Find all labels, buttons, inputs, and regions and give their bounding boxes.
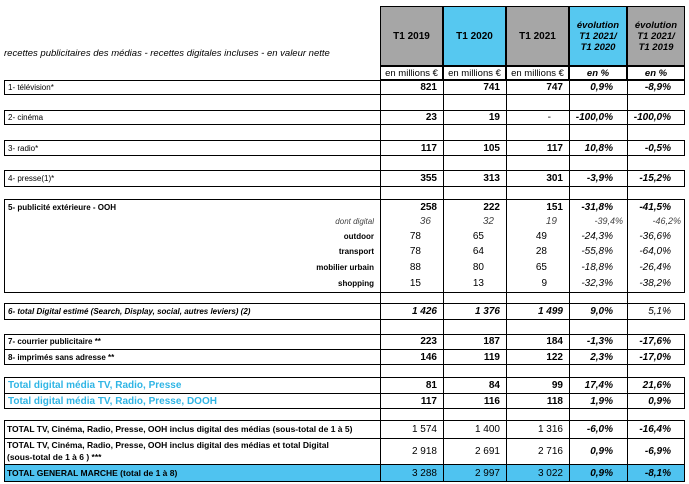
header-caption: recettes publicitaires des médias - recettes digitales incluses - en valeur nette (4, 47, 330, 59)
cell-t1-2021: 9 (541, 278, 547, 289)
cell-evol-2019: -41,5% (639, 201, 671, 213)
cell-t1-2019: 2 918 (411, 445, 437, 457)
col-header-t1-2021: T1 2021 (506, 6, 569, 66)
cell-evol-2019: -6,9% (644, 445, 671, 457)
cell-t1-2021: 301 (546, 173, 563, 184)
cell-t1-2021: 747 (546, 82, 563, 93)
cell-t1-2019: 146 (420, 351, 437, 363)
cell-t1-2019: 117 (420, 395, 437, 407)
cell-evol-2020: 10,8% (584, 142, 613, 154)
cell-t1-2021: 117 (546, 142, 563, 154)
cell-evol-2019: -36,6% (639, 231, 671, 242)
unit-t1-2019: en millions € (380, 66, 443, 80)
cell-t1-2021: 2 716 (537, 445, 563, 457)
cell-t1-2020: 187 (483, 336, 500, 347)
cell-evol-2019: -38,2% (639, 278, 671, 289)
cell-t1-2020: 84 (488, 379, 500, 391)
cell-evol-2020: -1,3% (586, 336, 613, 347)
cell-evol-2019: -17,6% (639, 336, 671, 347)
row-label: Total digital média TV, Radio, Presse (8, 379, 182, 391)
row-label: 3- radio* (8, 143, 39, 153)
cell-evol-2020: -39,4% (594, 216, 623, 226)
cell-evol-2020: -6,0% (586, 423, 613, 435)
cell-evol-2019: -16,4% (639, 423, 671, 435)
cell-evol-2020: -55,8% (581, 246, 613, 257)
cell-evol-2019: -8,1% (644, 467, 671, 479)
cell-evol-2019: 5,1% (648, 306, 671, 317)
cell-t1-2020: 80 (472, 262, 484, 273)
cell-t1-2020: 32 (482, 215, 494, 227)
cell-t1-2020: 119 (483, 351, 500, 363)
cell-t1-2020: 19 (488, 112, 500, 123)
cell-evol-2020: -3,9% (586, 173, 613, 184)
cell-evol-2019: -0,5% (644, 142, 671, 154)
cell-evol-2019: -8,9% (644, 82, 671, 93)
cell-t1-2019: 1 426 (411, 306, 437, 317)
row-label: 5- publicité extérieure - OOH (8, 202, 117, 212)
col-header-evol-2020: évolution T1 2021/ T1 2020 (569, 6, 627, 66)
cell-evol-2020: 1,9% (590, 395, 613, 407)
cell-t1-2019: 223 (420, 336, 437, 347)
col-header-evol-2019: évolution T1 2021/ T1 2019 (627, 6, 685, 66)
cell-t1-2020: 741 (483, 82, 500, 93)
cell-evol-2019: -100,0% (633, 112, 671, 123)
cell-evol-2020: -24,3% (581, 231, 613, 242)
cell-t1-2019: 3 288 (411, 467, 437, 479)
cell-t1-2020: 116 (483, 395, 500, 407)
row-label: TOTAL TV, Cinéma, Radio, Presse, OOH inclus digital des médias et total Digital (7, 440, 329, 450)
row-label: Total digital média TV, Radio, Presse, DOOH (8, 395, 217, 407)
cell-evol-2020: 9,0% (590, 306, 613, 317)
row-label: TOTAL GENERAL MARCHE (total de 1 à 8) (7, 468, 178, 478)
cell-t1-2021: 118 (546, 395, 563, 407)
cell-evol-2019: -64,0% (639, 246, 671, 257)
cell-evol-2019: 0,9% (648, 395, 671, 407)
cell-t1-2020: 313 (483, 173, 500, 184)
cell-evol-2019: -15,2% (639, 173, 671, 184)
cell-t1-2019: 78 (409, 246, 421, 257)
row-label: 8- imprimés sans adresse ** (8, 352, 115, 362)
row-label: dont digital (335, 216, 374, 226)
row-label: outdoor (343, 232, 374, 241)
cell-t1-2019: 117 (420, 142, 437, 154)
cell-t1-2019: 78 (409, 231, 421, 242)
cell-t1-2019: 258 (420, 201, 437, 213)
col-header-t1-2020: T1 2020 (443, 6, 506, 66)
cell-evol-2020: 2,3% (590, 351, 613, 363)
cell-t1-2021: 49 (535, 231, 547, 242)
cell-t1-2019: 15 (409, 278, 421, 289)
cell-t1-2021: 1 316 (537, 423, 563, 435)
cell-evol-2020: 0,9% (590, 467, 613, 479)
cell-t1-2020: 2 997 (474, 467, 500, 479)
cell-t1-2021: 19 (545, 215, 557, 227)
row-label: 6- total Digital estimé (Search, Display, social, autres leviers) (2) (8, 307, 251, 316)
cell-t1-2020: 64 (472, 246, 484, 257)
row-label: 4- presse(1)* (8, 174, 55, 183)
cell-evol-2020: 0,9% (590, 445, 613, 457)
cell-t1-2020: 65 (472, 231, 484, 242)
cell-t1-2021: 184 (546, 336, 563, 347)
unit-evol-2019: en % (627, 66, 685, 80)
row-label: 2- cinéma (8, 113, 44, 122)
cell-t1-2019: 23 (425, 112, 437, 123)
cell-t1-2021: 151 (546, 201, 563, 213)
cell-t1-2020: 222 (483, 201, 500, 213)
cell-evol-2019: 21,6% (642, 379, 671, 391)
cell-t1-2021: 65 (535, 262, 547, 273)
cell-t1-2019: 88 (409, 262, 421, 273)
row-label: 7- courrier publicitaire ** (8, 337, 101, 346)
cell-t1-2021: 99 (551, 379, 563, 391)
cell-evol-2020: -32,3% (581, 278, 613, 289)
col-header-t1-2019: T1 2019 (380, 6, 443, 66)
cell-evol-2020: -31,8% (581, 201, 613, 213)
cell-t1-2019: 36 (419, 215, 431, 227)
cell-t1-2021: 1 499 (537, 306, 563, 317)
row-label: 1- télévision* (8, 83, 54, 92)
cell-evol-2019: -46,2% (652, 216, 681, 226)
cell-t1-2021: 3 022 (537, 467, 563, 479)
row-label: mobilier urbain (316, 263, 374, 272)
cell-evol-2020: -18,8% (581, 262, 613, 273)
unit-t1-2021: en millions € (506, 66, 569, 80)
row-label: TOTAL TV, Cinéma, Radio, Presse, OOH inclus digital des médias (sous-total de 1 à 5) (7, 424, 353, 434)
cell-t1-2021: 122 (546, 351, 563, 363)
cell-t1-2020: 1 400 (474, 423, 500, 435)
unit-t1-2020: en millions € (443, 66, 506, 80)
cell-evol-2019: -26,4% (639, 262, 671, 273)
cell-t1-2019: 821 (420, 82, 437, 93)
cell-t1-2020: 13 (472, 278, 484, 289)
row-label: transport (338, 247, 374, 256)
cell-t1-2020: 105 (483, 142, 500, 154)
cell-evol-2020: -100,0% (575, 112, 613, 123)
row-label: shopping (338, 279, 374, 288)
cell-evol-2020: 17,4% (584, 379, 613, 391)
unit-evol-2020: en % (569, 66, 627, 80)
cell-t1-2019: 81 (425, 379, 437, 391)
cell-t1-2021: 28 (535, 246, 547, 257)
cell-t1-2021: - (547, 112, 551, 123)
cell-t1-2020: 2 691 (474, 445, 500, 457)
cell-t1-2020: 1 376 (474, 306, 500, 317)
row-label-line-2: (sous-total de 1 à 6 ) *** (7, 452, 102, 462)
cell-evol-2020: 0,9% (590, 82, 613, 93)
cell-t1-2019: 1 574 (411, 423, 437, 435)
cell-evol-2019: -17,0% (639, 351, 671, 363)
cell-t1-2019: 355 (420, 173, 437, 184)
